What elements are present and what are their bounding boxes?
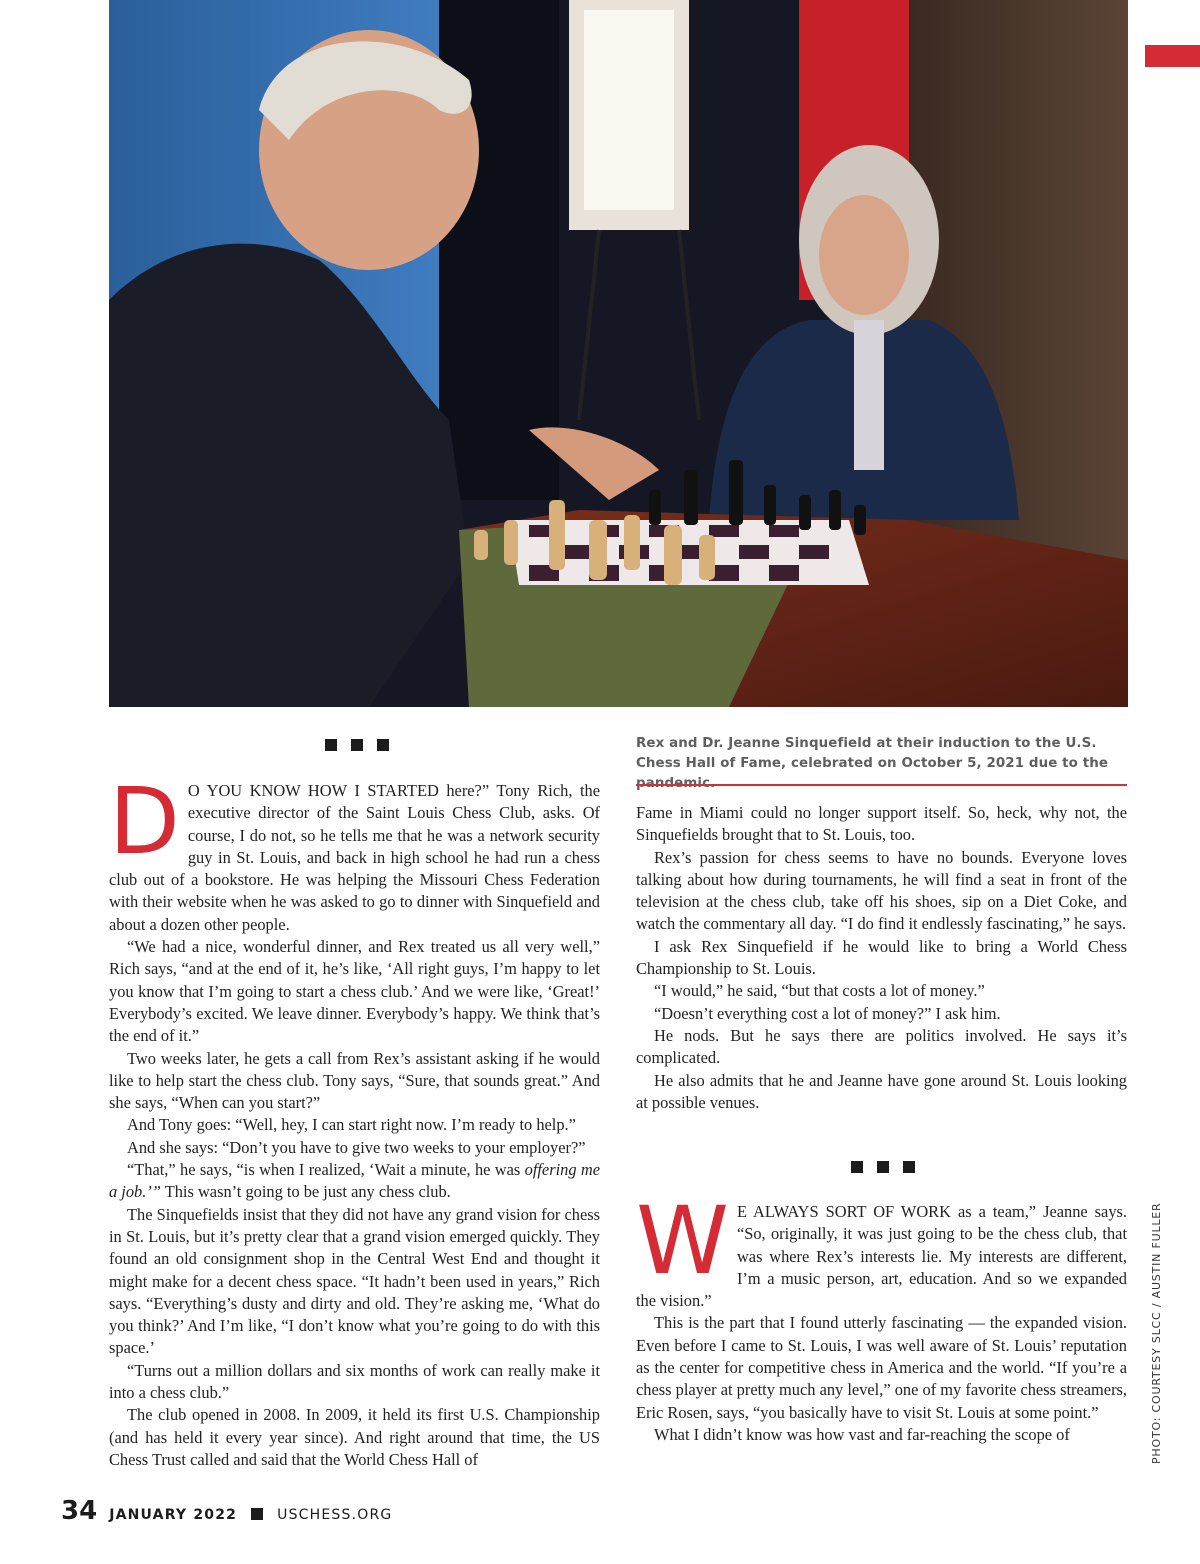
emphasis-text: offering me a job.’”	[109, 1160, 600, 1202]
paragraph: “Doesn’t everything cost a lot of money?” I ask him.	[654, 1003, 1001, 1023]
drop-cap: W	[636, 1187, 729, 1296]
paragraph: “Turns out a million dollars and six months of work can really make it into a chess club.”	[109, 1360, 600, 1403]
paragraph: He nods. But he says there are politics involved. He says it’s complicated.	[636, 1025, 1127, 1068]
paragraph: Two weeks later, he gets a call from Rex’s assistant asking if he would like to help start the chess club. Tony says, “Sure, that sounds great.” And she says, “When can you start?”	[109, 1048, 600, 1113]
paragraph: The Sinquefields insist that they did not have any grand vision for chess in St. Louis, but it’s pretty clear that a grand vision emerged quickly. They found an old consignment shop in the Central West End and thought it might make for a decent chess space. “It hadn’t been used in years,” Rich says. “Everything’s dusty and dirty and old. They’re asking me, ‘What do you think?’ And I’m like, “I don’t know what you’re going to do with this space.’	[109, 1204, 600, 1358]
paragraph-text: E ALWAYS SORT OF WORK as a team,” Jeanne says. “So, originally, it was just going to be the chess club, that was where Rex’s interests lie. My interests are different, I’m a music person, art, education. And so we expanded the vision.”	[636, 1202, 1127, 1311]
paragraph: What I didn’t know was how vast and far-reaching the scope of	[654, 1424, 1070, 1444]
paragraph-text: “That,” he says, “is when I realized, ‘Wait a minute, he was	[127, 1160, 525, 1180]
separator-square	[251, 1508, 263, 1520]
website-link[interactable]: USCHESS.ORG	[277, 1507, 393, 1523]
paragraph: “We had a nice, wonderful dinner, and Rex treated us all very well,” Rich says, “and at the end of it, he’s like, ‘All right guys, I’m happy to let you know that I’m going to start a chess club.’ And we were like, ‘Great!’ Everybody’s excited. We leave dinner. Everybody’s happy. We think that’s the end of it.”	[109, 937, 600, 1046]
paragraph: And she says: “Don’t you have to give two weeks to your employer?”	[127, 1137, 586, 1157]
paragraph-lead	[109, 768, 600, 936]
paragraph: And Tony goes: “Well, hey, I can start right now. I’m ready to help.”	[127, 1115, 576, 1135]
paragraph: He also admits that he and Jeanne have gone around St. Louis looking at possible venues.	[636, 1070, 1127, 1112]
page-footer	[61, 1496, 392, 1526]
caption-rule	[636, 784, 1127, 786]
paragraph: Fame in Miami could no longer support itself. So, heck, why not, the Sinquefields brought that to St. Louis, too.	[636, 803, 1127, 845]
drop-cap: D	[109, 768, 180, 875]
photo-caption: Rex and Dr. Jeanne Sinquefield at their induction to the U.S. Chess Hall of Fame, celebrated on October 5, 2021 due to the	[636, 736, 1109, 771]
paragraph: This is the part that I found utterly fascinating — the expanded vision. Even before I came to St. Louis, I was well aware of St. Louis’ reputation as the center for competitive chess in America and the world. “If you’re a chess player at pretty much any level,” one of my favorite chess streamers, Eric Rosen, says, “you basically have to visit St. Louis at some point.”	[636, 1313, 1127, 1422]
paragraph-lead	[636, 1187, 1127, 1312]
photo-credit: PHOTO: COURTESY SLCC / AUSTIN FULLER	[1150, 1202, 1163, 1464]
issue-date: JANUARY 2022	[109, 1507, 238, 1523]
paragraph: Rex’s passion for chess seems to have no bounds. Everyone loves talking about how during tournaments, he will find a seat in front of the television at the chess club, take off his shoes, sip on a Diet Coke, and watch the commentary all day. “I do find it endlessly fascinating,” he says.	[636, 847, 1127, 934]
paragraph-text: This wasn’t going to be just any chess club.	[160, 1182, 451, 1202]
article-column-left	[109, 768, 600, 1471]
page-number: 34	[61, 1496, 98, 1526]
article-column-right-top	[636, 802, 1127, 1114]
photo-chess-game	[109, 0, 1128, 707]
paragraph: The club opened in 2008. In 2009, it held its first U.S. Championship (and has held it every year since). And right around that time, the US Chess Trust called and said that the World Chess Hall of	[109, 1405, 600, 1469]
section-separator	[325, 739, 389, 751]
paragraph-text: O YOU KNOW HOW I STARTED here?” Tony Rich, the executive director of the Saint Louis Chess Club, asks. Of course, I do not, so he tells me that he was a network security guy in St. Louis, and back in high school he had run a chess club out of a bookstore. He was helping the Missouri Chess Federation with their website when he was asked to go to dinner with Sinquefield and about a dozen other people.	[109, 781, 600, 934]
paragraph: I ask Rex Sinquefield if he would like to bring a World Chess Championship to St. Louis.	[636, 936, 1127, 979]
paragraph: “I would,” he said, “but that costs a lot of money.”	[654, 981, 985, 1001]
paragraph	[109, 1159, 600, 1204]
section-separator	[851, 1161, 915, 1173]
section-tab-marker	[1145, 45, 1200, 67]
article-column-right-bottom	[636, 1187, 1127, 1446]
